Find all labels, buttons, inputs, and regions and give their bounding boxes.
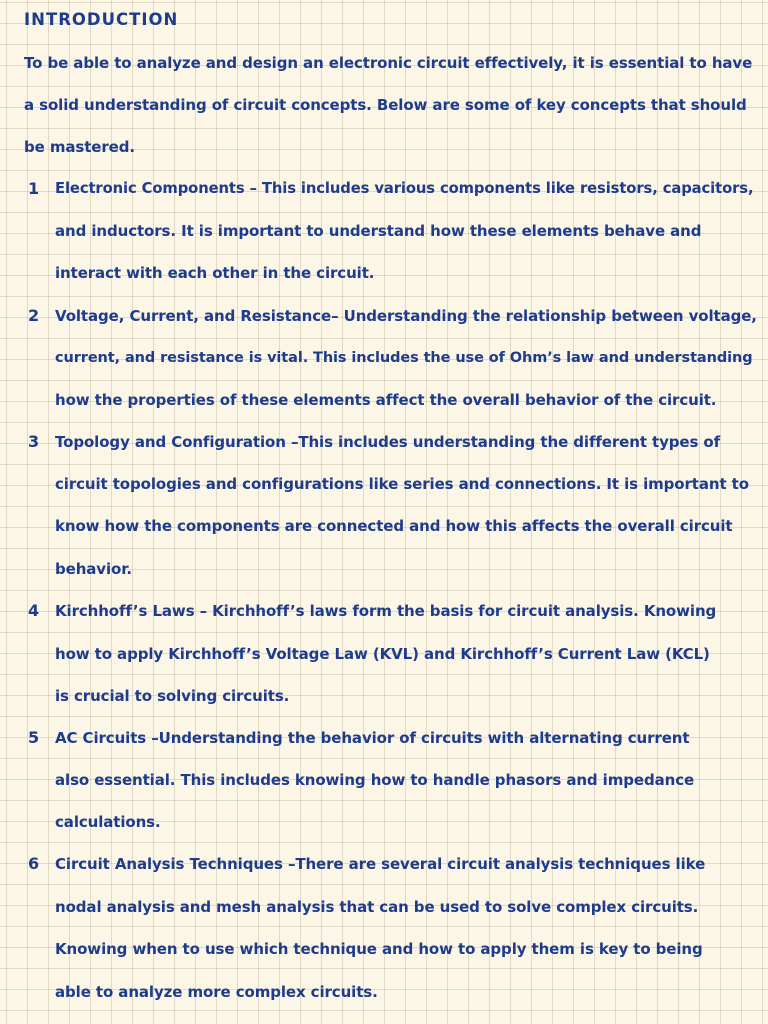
page-heading: INTRODUCTION [24, 10, 179, 29]
item-line: current, and resistance is vital. This includes the use of Ohm’s law and understanding [55, 350, 753, 366]
item-number: 4 [28, 601, 40, 620]
item-number: 1 [28, 179, 40, 198]
item-line: Voltage, Current, and Resistance– Understanding the relationship between voltage, [55, 307, 757, 325]
item-number: 3 [28, 432, 40, 451]
item-line: know how the components are connected and how this affects the overall circuit [55, 517, 733, 535]
item-line: Knowing when to use which technique and how to apply them is key to being [55, 940, 703, 958]
intro-line: a solid understanding of circuit concepts. Below are some of key concepts that should [24, 96, 747, 114]
item-line: and inductors. It is important to understand how these elements behave and [55, 222, 702, 240]
intro-line: be mastered. [24, 138, 135, 156]
item-line: Topology and Configuration –This includes understanding the different types of [55, 433, 721, 451]
item-line: behavior. [55, 560, 132, 578]
item-line: calculations. [55, 813, 161, 831]
item-line: AC Circuits –Understanding the behavior of circuits with alternating current [55, 729, 690, 747]
item-line: how the properties of these elements affect the overall behavior of the circuit. [55, 391, 717, 409]
item-number: 6 [28, 854, 40, 873]
item-number: 2 [28, 306, 40, 325]
item-line: how to apply Kirchhoff’s Voltage Law (KVL) and Kirchhoff’s Current Law (KCL) [55, 645, 710, 663]
item-line: circuit topologies and configurations like series and connections. It is important to [55, 475, 749, 493]
item-line: interact with each other in the circuit. [55, 264, 375, 282]
item-number: 5 [28, 728, 40, 747]
item-line: also essential. This includes knowing how to handle phasors and impedance [55, 771, 695, 789]
item-line: Circuit Analysis Techniques –There are several circuit analysis techniques like [55, 855, 706, 873]
item-line: Kirchhoff’s Laws – Kirchhoff’s laws form the basis for circuit analysis. Knowing [55, 602, 717, 620]
item-line: nodal analysis and mesh analysis that can be used to solve complex circuits. [55, 898, 699, 916]
item-line: is crucial to solving circuits. [55, 687, 290, 705]
item-line: able to analyze more complex circuits. [55, 983, 378, 1001]
item-line: Electronic Components – This includes various components like resistors, capacitors, [55, 180, 754, 197]
intro-line: To be able to analyze and design an electronic circuit effectively, it is essential to have [24, 54, 753, 72]
